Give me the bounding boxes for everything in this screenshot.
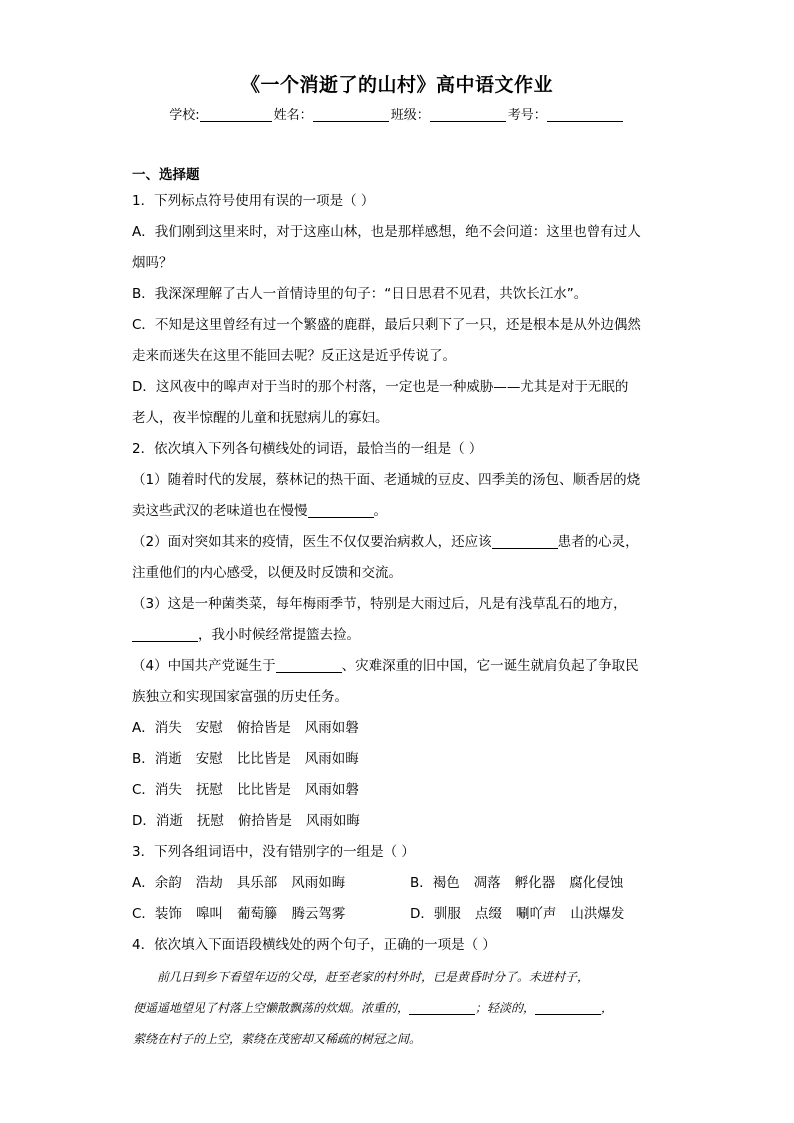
q2-a-4: 风雨如磐	[304, 720, 359, 736]
q2-c-3: 比比皆是	[236, 782, 291, 798]
exam-number-label: 考号：	[507, 108, 547, 123]
q2-stem: 2．依次填入下列各句横线处的词语，最恰当的一组是（ ）	[132, 441, 483, 457]
q2-a-2: 安慰	[195, 720, 223, 736]
q3-d-2: 点缀	[474, 906, 502, 922]
q4-stem: 4．依次填入下面语段横线处的两个句子，正确的一项是（ ）	[132, 937, 496, 953]
q3-option-d[interactable]	[410, 905, 624, 923]
q1-option-c-line1: C．不知是这里曾经有过一个繁盛的鹿群，最后只剩下了一只，还是根本是从外边偶然	[132, 317, 641, 333]
q2-s4-blank[interactable]	[276, 658, 342, 673]
q1-option-c-line2: 走来而迷失在这里不能回去呢？反正这是近乎传说了。	[132, 348, 456, 364]
q2-s3-blank[interactable]	[132, 627, 198, 642]
q3-c-3: 葡萄籐	[236, 906, 278, 922]
class-label: 班级：	[390, 108, 430, 123]
passage-line2-text: 便遥遥地望见了村落上空懒散飘荡的炊烟。浓重的，	[133, 1001, 410, 1015]
q2-a-3: 俯拾皆是	[236, 720, 291, 736]
q3-option-c[interactable]	[132, 905, 345, 923]
passage-line2	[133, 999, 613, 1017]
q2-sentence3-line1: （3）这是一种菌类菜，每年梅雨季节，特别是大雨过后，凡是有浅草乱石的地方，	[132, 596, 627, 612]
q2-b-4: 风雨如晦	[304, 751, 359, 767]
q2-sentence4-line1	[132, 657, 639, 675]
class-blank[interactable]	[430, 107, 506, 122]
q2-option-c[interactable]	[132, 781, 359, 799]
q2-s1-blank[interactable]	[308, 503, 374, 518]
q2-s3-end: ，我小时候经常提篮去捡。	[198, 627, 360, 643]
q3-a-1: A．余韵	[132, 875, 182, 891]
q2-d-4: 风雨如晦	[305, 813, 360, 829]
q3-c-2: 嗥叫	[195, 906, 223, 922]
q1-option-a-line2: 烟吗？	[132, 255, 173, 271]
q2-s2-text: （2）面对突如其来的疫情，医生不仅仅要治病救人，还应该	[132, 534, 492, 550]
q2-c-1: C．消失	[132, 782, 182, 798]
q3-a-2: 浩劫	[195, 875, 223, 891]
q2-b-1: B．消逝	[132, 751, 182, 767]
q3-b-4: 腐化侵蚀	[569, 875, 624, 891]
passage-line1: 前几日到乡下看望年迈的父母，赶至老家的村外时，已是黄昏时分了。未进村子，	[157, 970, 590, 984]
q3-b-2: 凋落	[473, 875, 501, 891]
section-heading: 一、选择题	[132, 167, 200, 183]
exam-number-blank[interactable]	[547, 107, 623, 122]
q2-d-3: 俯拾皆是	[237, 813, 292, 829]
q1-option-a-line1: A．我们刚到这里来时，对于这座山林，也是那样感想，绝不会问道：这里也曾有过人	[132, 224, 641, 240]
q2-sentence1-line1: （1）随着时代的发展，蔡林记的热干面、老通城的豆皮、四季美的汤包、顺香居的烧	[132, 472, 641, 488]
q1-option-d-line2: 老人，夜半惊醒的儿童和抚慰病儿的寡妇。	[132, 410, 389, 426]
q2-a-1: A．消失	[132, 720, 182, 736]
q2-s1-end: 。	[373, 503, 387, 519]
q1-stem: 1．下列标点符号使用有误的一项是（ ）	[132, 193, 375, 209]
q2-c-4: 风雨如磐	[304, 782, 359, 798]
q2-s2-blank[interactable]	[492, 534, 558, 549]
passage-line2-mid: ；轻淡的，	[475, 1001, 536, 1015]
q2-b-2: 安慰	[195, 751, 223, 767]
document-title: 《一个消逝了的山村》高中语文作业	[240, 74, 553, 96]
school-label: 学校:	[169, 108, 200, 123]
q2-option-b[interactable]	[132, 750, 359, 768]
q2-s1-text: 卖这些武汉的老味道也在慢慢	[132, 503, 308, 519]
q3-option-b[interactable]	[410, 874, 623, 892]
q2-s4-text: （4）中国共产党诞生于	[132, 658, 276, 674]
q3-d-4: 山洪爆发	[570, 906, 625, 922]
q2-sentence3-line2	[132, 626, 360, 644]
passage-blank-2[interactable]	[535, 1000, 601, 1015]
passage-line3: 萦绕在村子的上空，萦绕在茂密却又稀疏的树冠之间。	[133, 1032, 422, 1046]
q2-option-d[interactable]	[132, 812, 360, 830]
q2-b-3: 比比皆是	[236, 751, 291, 767]
q1-option-b: B．我深深理解了古人一首情诗里的句子：“日日思君不见君，共饮长江水”。	[132, 286, 588, 302]
q3-stem: 3．下列各组词语中，没有错别字的一组是（ ）	[132, 844, 415, 860]
q2-sentence2-line1	[132, 533, 639, 551]
q3-c-1: C．装饰	[132, 906, 182, 922]
q3-b-3: 孵化器	[514, 875, 556, 891]
q4-passage	[133, 968, 673, 1058]
q1-option-d-line1: D．这风夜中的嗥声对于当时的那个村落，一定也是一种威胁——尤其是对于无眠的	[132, 379, 629, 395]
q2-sentence2-line2: 注重他们的内心感受，以便及时反馈和交流。	[132, 565, 402, 581]
q3-d-3: 唰吖声	[515, 906, 557, 922]
q3-b-1: B．褐色	[410, 875, 460, 891]
q2-c-2: 抚慰	[195, 782, 223, 798]
q2-d-1: D．消逝	[132, 813, 183, 829]
q2-sentence4-line2: 族独立和实现国家富强的历史任务。	[132, 689, 348, 705]
name-blank[interactable]	[313, 107, 389, 122]
q3-c-4: 腾云驾雾	[291, 906, 346, 922]
q3-option-a[interactable]	[132, 874, 345, 892]
school-blank[interactable]	[200, 107, 272, 122]
q3-a-4: 风雨如晦	[291, 875, 346, 891]
student-info-line	[0, 104, 794, 123]
q2-option-a[interactable]	[132, 719, 359, 737]
q3-a-3: 具乐部	[236, 875, 278, 891]
q3-d-1: D．驯服	[410, 906, 461, 922]
q2-d-2: 抚慰	[196, 813, 224, 829]
passage-blank-1[interactable]	[409, 1000, 475, 1015]
name-label: 姓名：	[273, 108, 313, 123]
q2-s2-end: 患者的心灵，	[557, 534, 639, 550]
passage-line2-end: ，	[601, 1001, 614, 1015]
q2-sentence1-line2	[132, 502, 387, 520]
q2-s4-end: 、灾难深重的旧中国，它一诞生就肩负起了争取民	[341, 658, 639, 674]
